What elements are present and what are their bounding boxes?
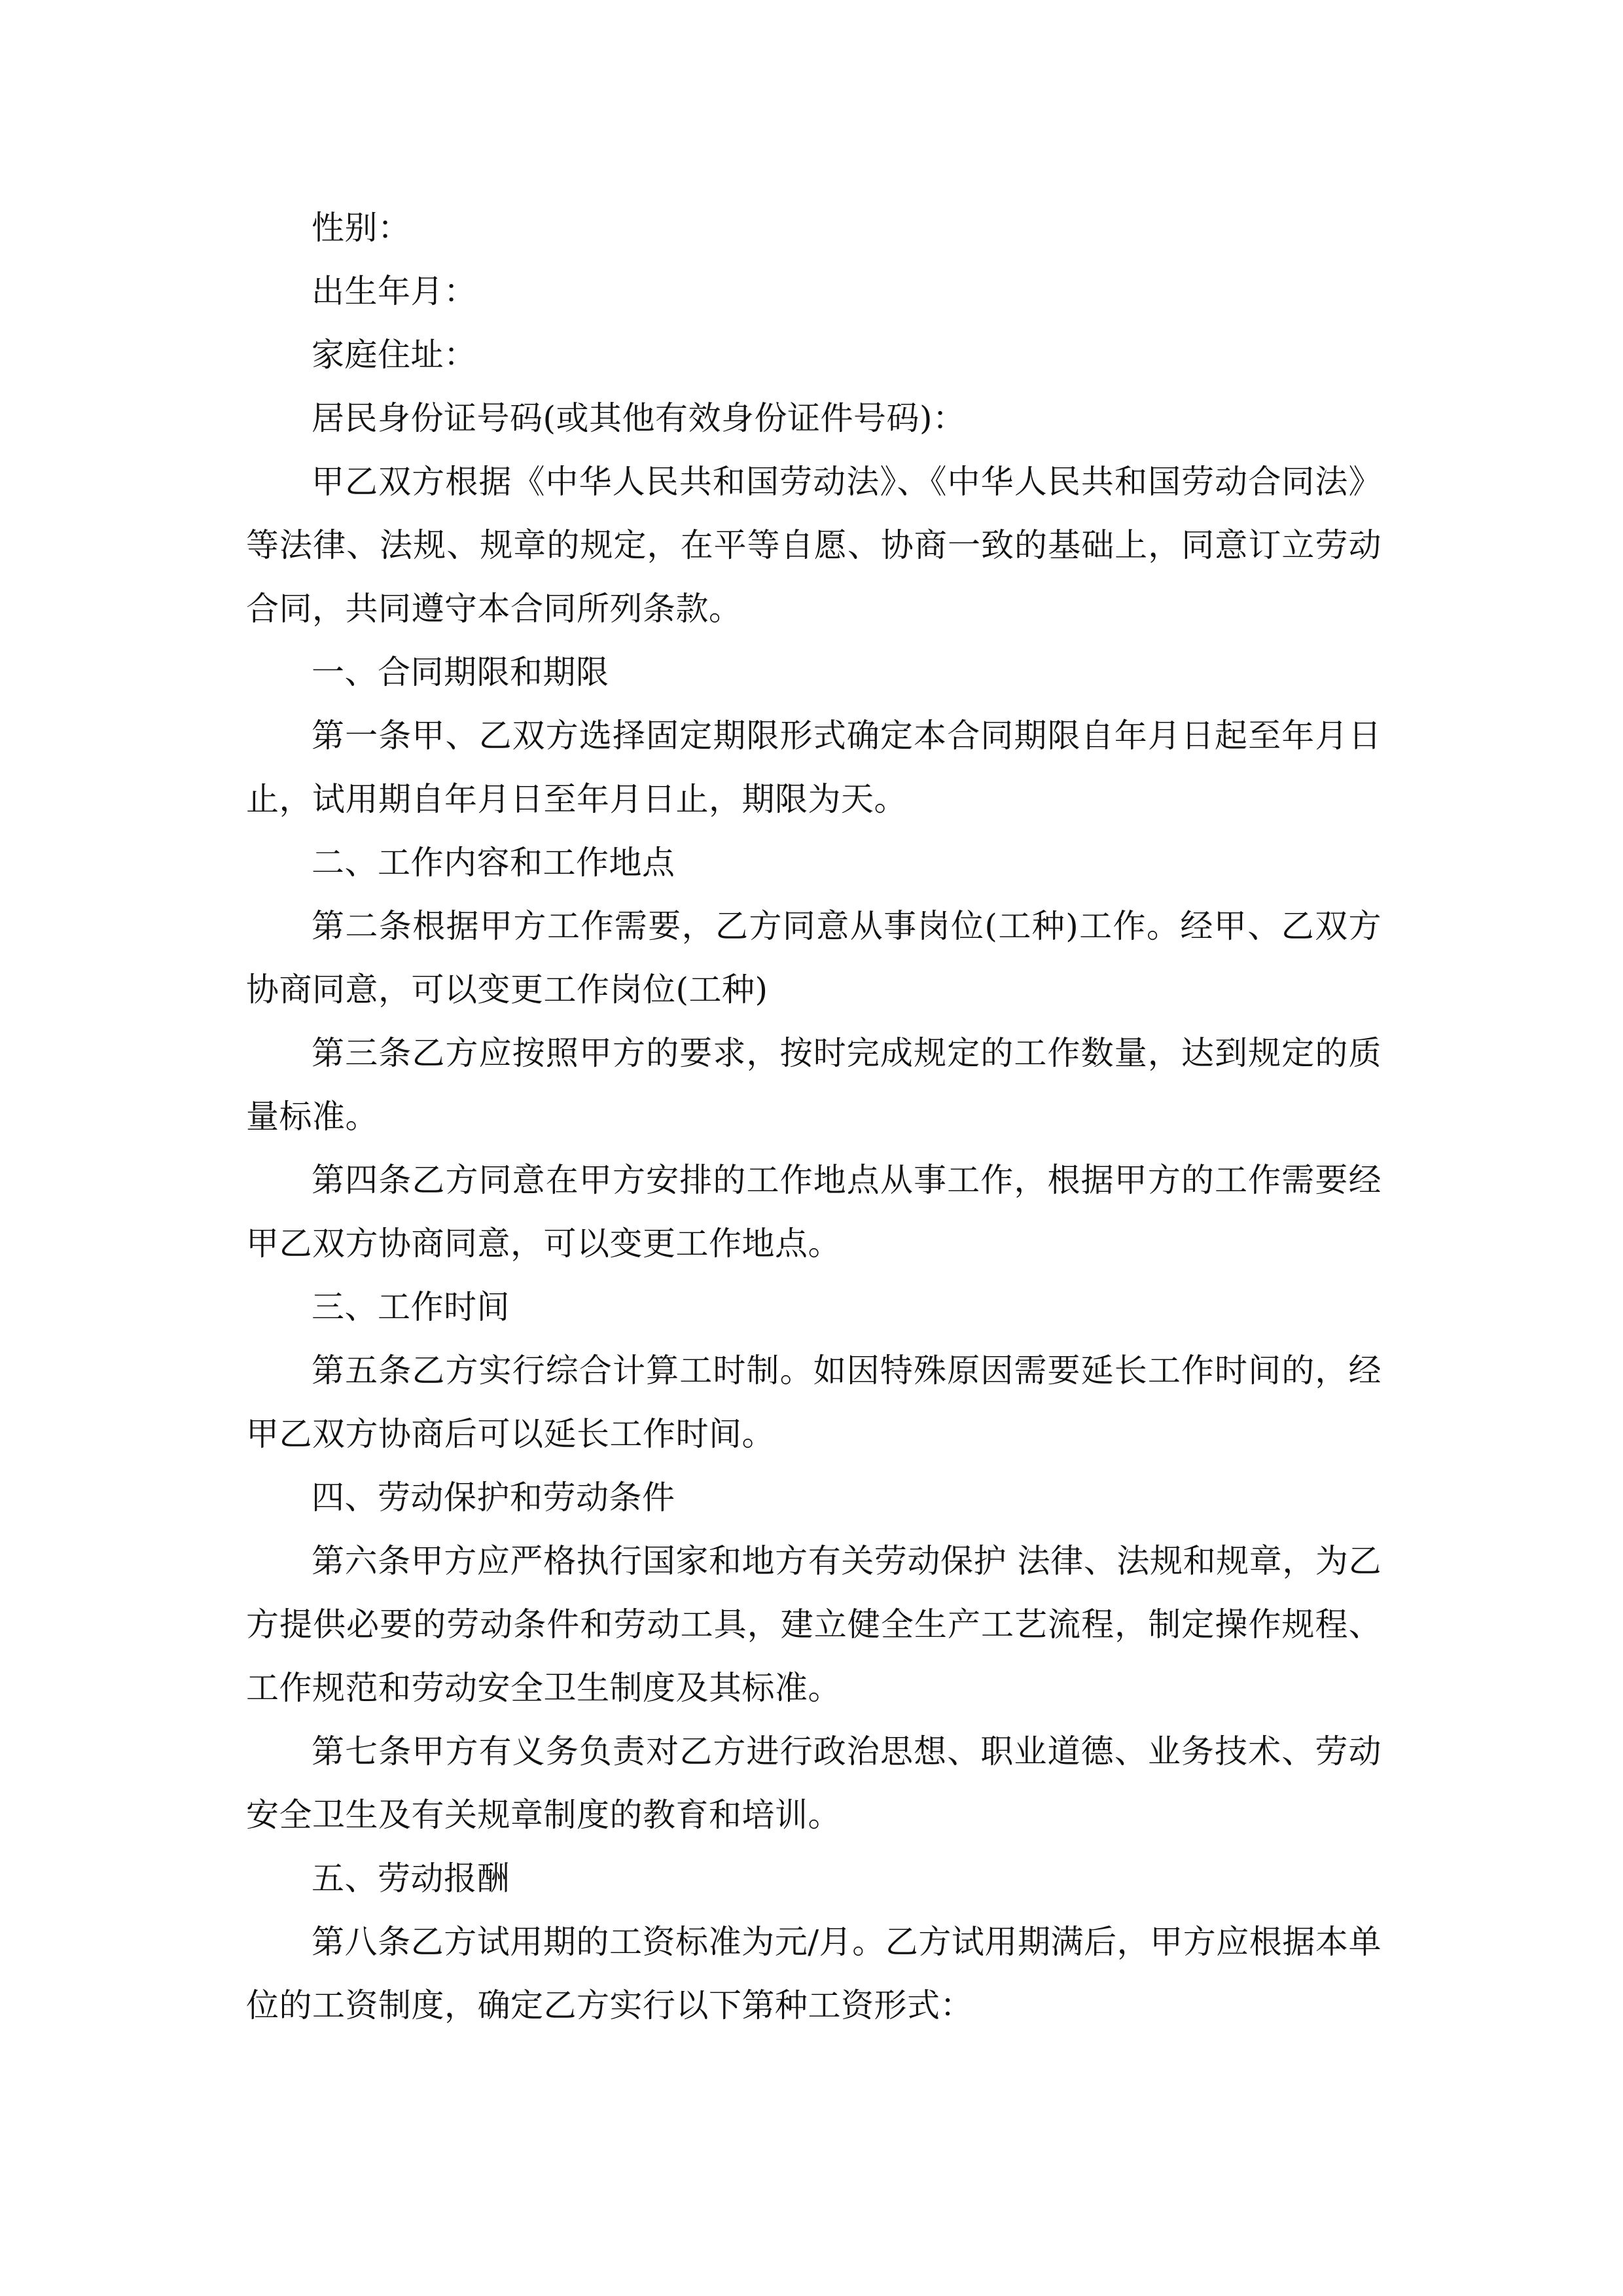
document-body bbox=[246, 196, 1382, 2037]
article-6: 第六条甲方应严格执行国家和地方有关劳动保护 法律、法规和规章，为乙方提供必要的劳动条件和劳动工具，建立健全生产工艺流程，制定操作规程、工作规范和劳动安全卫生制度及其标准。 bbox=[246, 1542, 1382, 1707]
field-id-number: 居民身份证号码(或其他有效身份证件号码)： bbox=[312, 399, 966, 437]
section-heading-5: 五、劳动报酬 bbox=[312, 1859, 510, 1897]
field-gender: 性别： bbox=[312, 209, 411, 247]
article-2: 第二条根据甲方工作需要，乙方同意从事岗位(工种)工作。经甲、乙双方协商同意，可以变更工作岗位(工种) bbox=[246, 907, 1382, 1009]
article-7: 第七条甲方有义务负责对乙方进行政治思想、职业道德、业务技术、劳动安全卫生及有关规章制度的教育和培训。 bbox=[246, 1732, 1382, 1834]
article-8: 第八条乙方试用期的工资标准为元/月。乙方试用期满后，甲方应根据本单位的工资制度，确定乙方实行以下第种工资形式： bbox=[246, 1923, 1382, 2024]
article-4: 第四条乙方同意在甲方安排的工作地点从事工作，根据甲方的工作需要经甲乙双方协商同意，可以变更工作地点。 bbox=[246, 1161, 1382, 1263]
section-heading-2: 二、工作内容和工作地点 bbox=[312, 844, 675, 882]
section-heading-3: 三、工作时间 bbox=[312, 1288, 510, 1326]
preamble-paragraph: 甲乙双方根据《中华人民共和国劳动法》、《中华人民共和国劳动合同法》等法律、法规、规章的规定，在平等自愿、协商一致的基础上，同意订立劳动合同，共同遵守本合同所列条款。 bbox=[246, 463, 1382, 628]
section-heading-4: 四、劳动保护和劳动条件 bbox=[312, 1479, 675, 1516]
article-5: 第五条乙方实行综合计算工时制。如因特殊原因需要延长工作时间的，经甲乙双方协商后可以延长工作时间。 bbox=[246, 1352, 1382, 1453]
article-1: 第一条甲、乙双方选择固定期限形式确定本合同期限自年月日起至年月日止，试用期自年月日至年月日止，期限为天。 bbox=[246, 717, 1382, 818]
field-home-address: 家庭住址： bbox=[312, 336, 477, 374]
field-birth-date: 出生年月： bbox=[312, 272, 477, 310]
article-3: 第三条乙方应按照甲方的要求，按时完成规定的工作数量，达到规定的质量标准。 bbox=[246, 1034, 1382, 1136]
section-heading-1: 一、合同期限和期限 bbox=[312, 653, 609, 691]
